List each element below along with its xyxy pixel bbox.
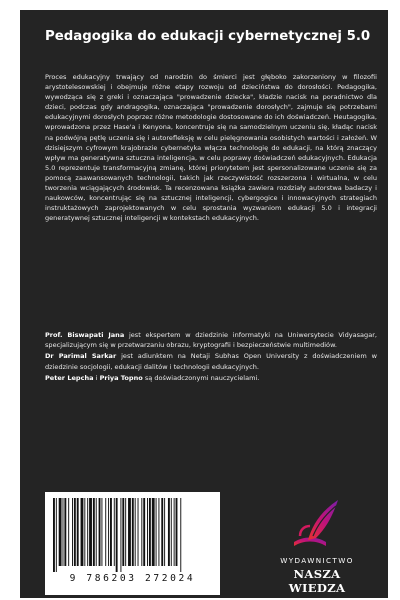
barcode-bar [68, 498, 69, 566]
barcode-bar [110, 498, 112, 566]
barcode-bar [84, 498, 85, 566]
quill-book-logo-icon [286, 496, 348, 554]
author-name: Dr Parimal Sarkar [45, 352, 117, 361]
barcode-bar [161, 498, 163, 566]
barcode-bar [59, 498, 62, 566]
barcode-bar [171, 498, 172, 566]
barcode-bar [56, 498, 57, 572]
author-bio-text: są doświadczonymi nauczycielami. [142, 373, 260, 382]
author-bio-1 [45, 330, 377, 350]
barcode-bar [105, 498, 106, 566]
author-bio-3 [45, 373, 377, 383]
barcode-bar [164, 498, 165, 566]
book-title: Pedagogika do edukacji cybernetycznej 5.0 [45, 29, 371, 44]
author-name: Prof. Biswapati Jana [45, 331, 125, 339]
barcode-bar [81, 498, 84, 566]
author-name: Peter Lepcha [45, 373, 94, 382]
barcode-bars [53, 498, 212, 572]
barcode-bar [132, 498, 134, 566]
author-bio-text: jest adiunktem na Netaji Subhas Open University z doświadczeniem w dziedzinie socjologii, edukacji dalitów i technologii edukacyjnych. [45, 352, 377, 371]
barcode-bar [77, 498, 79, 566]
barcode-bar [93, 498, 95, 566]
barcode-bar [125, 498, 126, 566]
barcode-bar [143, 498, 145, 566]
barcode-bar [180, 498, 181, 572]
barcode-bar [108, 498, 109, 566]
barcode-bar [156, 498, 157, 566]
barcode [45, 492, 220, 595]
barcode-bar [72, 498, 73, 566]
barcode-bar [120, 498, 121, 572]
barcode-bar [87, 498, 88, 566]
barcode-bar [101, 498, 102, 566]
publisher-logo [264, 496, 370, 596]
isbn-number: 9 786203 272024 [69, 573, 196, 584]
author-bios [45, 330, 377, 384]
barcode-bar [138, 498, 139, 566]
barcode-bar [176, 498, 178, 566]
barcode-bar [116, 498, 118, 572]
author-name: Priya Topno [99, 373, 143, 382]
barcode-bar [74, 498, 76, 566]
barcode-bar [128, 498, 131, 566]
author-bio-text: jest ekspertem w dziedzinie informatyki na Uniwersytecie Vidyasagar, specjalizującym się w przetwarzaniu obrazu, kryptografii i bezpieczeństwie multimediów. [45, 331, 377, 350]
barcode-bar [114, 498, 115, 566]
author-bio-2 [45, 351, 377, 371]
publisher-name: NASZA WIEDZA [288, 567, 346, 595]
back-cover [20, 10, 388, 598]
barcode-bar [141, 498, 142, 566]
publisher-label: WYDAWNICTWO [280, 556, 354, 565]
author-joiner: i [93, 373, 100, 382]
barcode-bar [174, 498, 175, 566]
barcode-bar [122, 498, 124, 566]
barcode-bar [53, 498, 55, 572]
barcode-bar [158, 498, 159, 566]
barcode-bar [147, 498, 148, 566]
barcode-bar [63, 498, 64, 566]
barcode-bar [89, 498, 92, 566]
book-description: Proces edukacyjny trwający od narodzin do śmierci jest głęboko zakorzeniony w filozofii arystotelesowskiej i obejmuje różne etapy rozwoju od dzieciństwa do dorosłości. Pedagogika, wywodząca się z greki i oznaczająca "prowadzenie dziecka", kładzie nacisk na poradnictwo dla dzieci, podczas gdy andragogika, oznaczająca "prowadzenie dorosłych", zajmuje się potrzebami edukacyjnymi dorosłych poprzez różne metodologie dostosowane do ich doświadczeń. Heutagogika, wprowadzona przez Hase'a i Kenyona, koncentruje się na samodzielnym uczeniu się, kładąc nacisk na podwójną pętlę uczenia się i autorefleksję w celu pielęgnowania osobistych wartości i założeń. W dzisiejszym cyfrowym krajobrazie cybernetyka włącza technologię do edukacji, na którą znaczący wpływ ma generatywna sztuczna inteligencja, w celu poprawy doświadczeń edukacyjnych. Edukacja 5.0 reprezentuje transformacyjną zmianę, której priorytetem jest spersonalizowane uczenie się za pomocą zaawansowanych technologii, takich jak rzeczywistość rozszerzona i wirtualna, w celu tworzenia wciągających środowisk. Ta recenzowana książka zawiera rozdziały autorstwa badaczy i naukowców, koncentrując się na sztucznej inteligencji, cybergogice i innowacyjnych strategiach instruktażowych zaprojektowanych w celu sprostania wyzwaniom edukacji 5.0 i integracji generatywnej sztucznej inteligencji w kontekstach edukacyjnych. [45, 73, 377, 223]
barcode-bar [96, 498, 97, 566]
barcode-bar [135, 498, 136, 566]
barcode-bar [64, 498, 66, 566]
barcode-bar [99, 498, 101, 566]
barcode-bar [149, 498, 151, 566]
barcode-bar [168, 498, 170, 566]
barcode-bar [152, 498, 155, 566]
